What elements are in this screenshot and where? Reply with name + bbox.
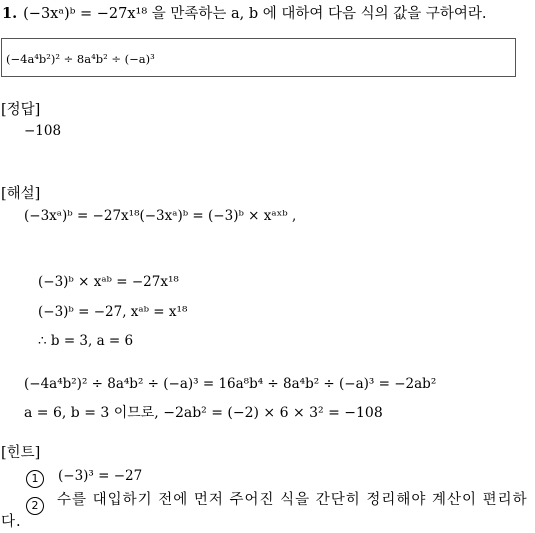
circled-number-1-icon: 1 xyxy=(26,470,44,488)
hint-1-text: (−3)³ = −27 xyxy=(58,468,143,484)
question-text: (−3xᵃ)ᵇ = −27x¹⁸ 을 만족하는 a, b 에 대하여 다음 식의 값을 구하여라. xyxy=(23,6,487,22)
question-number: 1. xyxy=(2,5,18,22)
solution-line-6: a = 6, b = 3 이므로, −2ab² = (−2) × 6 × 3² = −108 xyxy=(24,405,383,421)
question-line xyxy=(2,2,487,23)
solution-line-1: (−3xᵃ)ᵇ = −27x¹⁸(−3xᵃ)ᵇ = (−3)ᵇ × xᵃˣᵇ , xyxy=(24,208,297,224)
hint-header: [힌트] xyxy=(1,445,41,461)
solution-line-2: (−3)ᵇ × xᵃᵇ = −27x¹⁸ xyxy=(38,274,179,290)
answer-header: [정답] xyxy=(1,102,41,118)
solution-line-4: ∴ b = 3, a = 6 xyxy=(38,333,134,349)
hint-2-text: 수를 대입하기 전에 먼저 주어진 식을 간단히 정리해야 계산이 편리하다. xyxy=(1,492,528,530)
expression-box-text: (−4a⁴b²)² ÷ 8a⁴b² ÷ (−a)³ xyxy=(6,52,155,66)
solution-line-5: (−4a⁴b²)² ÷ 8a⁴b² ÷ (−a)³ = 16a⁸b⁴ ÷ 8a⁴b² ÷ (−a)³ = −2ab² xyxy=(24,376,437,392)
hint-item-1 xyxy=(26,468,142,488)
circled-number-2-icon: 2 xyxy=(26,497,44,515)
solution-header: [해설] xyxy=(1,186,41,202)
solution-line-3: (−3)ᵇ = −27, xᵃᵇ = x¹⁸ xyxy=(38,304,188,320)
answer-value: −108 xyxy=(24,123,62,139)
